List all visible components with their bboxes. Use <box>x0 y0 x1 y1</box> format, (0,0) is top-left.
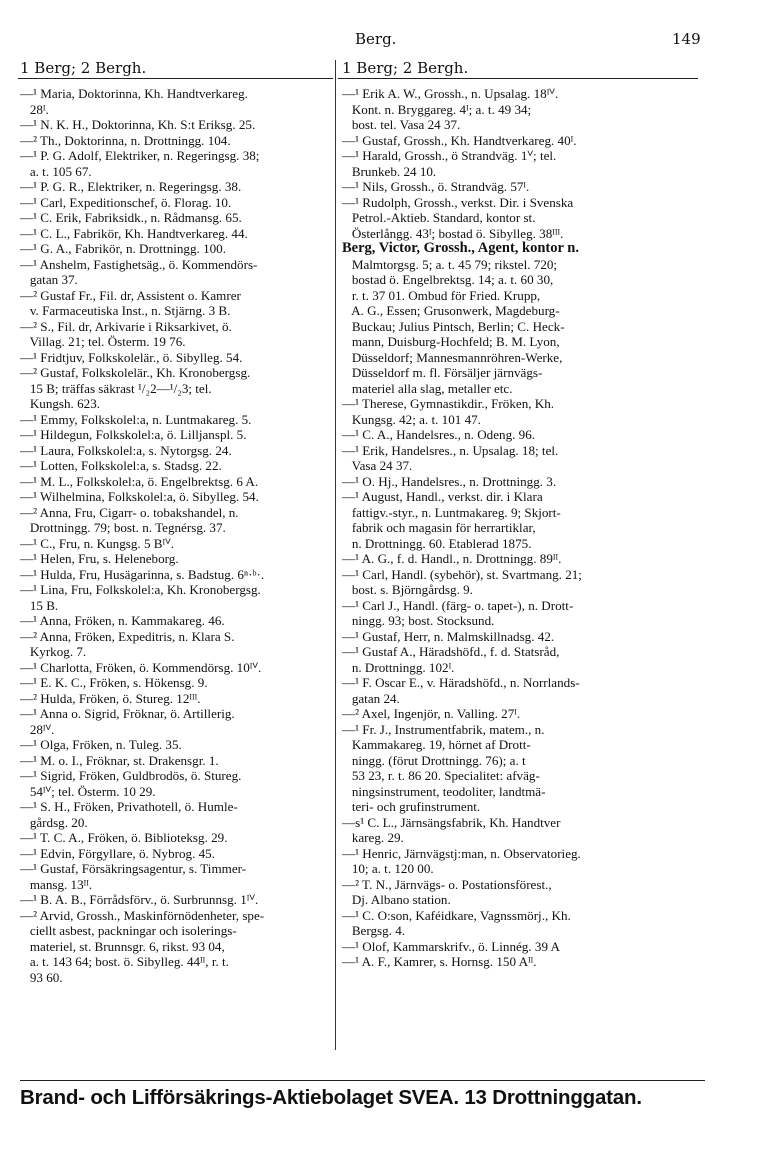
directory-entry-line: —² S., Fil. dr, Arkivarie i Riksarkivet, ö. <box>20 318 232 334</box>
directory-entry-line: —¹ Laura, Folkskolel:a, s. Nytorgsg. 24. <box>20 442 232 458</box>
directory-entry-line: ningg. 93; bost. Stocksund. <box>342 613 495 628</box>
directory-entry-line: Kont. n. Bryggareg. 4ᴵ; a. t. 49 34; <box>342 101 532 117</box>
footer-advertisement: Brand- och Lifförsäkrings-Aktiebolaget SVEA. 13 Drottninggatan. <box>20 1086 642 1109</box>
directory-entry-line: —¹ Carl, Handl. (sybehör), st. Svartmang. 21; <box>342 566 582 582</box>
directory-entry-line: —¹ C. A., Handelsres., n. Odeng. 96. <box>342 427 536 442</box>
directory-entry-line: bost. s. Björngårdsg. 9. <box>342 582 473 597</box>
directory-entry-line: —¹ Carl J., Handl. (färg- o. tapet-), n. Drott- <box>342 597 574 613</box>
directory-entry-line: —² Gustaf Fr., Fil. dr, Assistent o. Kamrer <box>20 287 241 303</box>
directory-entry-line: —¹ Rudolph, Grossh., verkst. Dir. i Svenska <box>342 194 574 210</box>
directory-entry-line: fattigv.-styr., n. Luntmakareg. 9; Skjort- <box>342 504 561 520</box>
directory-entry-line: —¹ Charlotta, Fröken, ö. Kommendörsg. 10ᴵⱽ. <box>20 659 262 675</box>
directory-entry-line: Brunkeb. 24 10. <box>342 163 437 179</box>
directory-entry-line: —¹ Erik A. W., Grossh., n. Upsalag. 18ᴵⱽ. <box>342 86 559 101</box>
directory-entry-line: —² T. N., Järnvägs- o. Postationsförest., <box>342 876 552 892</box>
directory-entry-line: Kungsh. 623. <box>20 396 101 411</box>
directory-entry-line: materiel, st. Brunnsgr. 6, rikst. 93 04, <box>20 938 225 954</box>
directory-entry-line: —¹ Helen, Fru, s. Heleneborg. <box>20 551 179 566</box>
column-divider <box>335 60 336 1050</box>
directory-entry-line: —¹ Emmy, Folkskolel:a, n. Luntmakareg. 5. <box>20 411 252 427</box>
directory-entry-line: —¹ Harald, Grossh., ö Strandväg. 1ⱽ; tel. <box>342 148 557 163</box>
directory-entry-line: A. G., Essen; Grusonwerk, Magdeburg- <box>342 303 560 318</box>
running-head: Berg. <box>355 30 397 48</box>
directory-entry-line: Kammakareg. 19, hörnet af Drott- <box>342 737 531 752</box>
right-column-heading: 1 Berg; 2 Bergh. <box>342 59 469 77</box>
directory-entry-line: 54ᴵⱽ; tel. Österm. 10 29. <box>20 783 156 799</box>
directory-entry-line: —² Gustaf, Folkskolelär., Kh. Kronobergsg. <box>20 365 251 380</box>
directory-entry-line: gatan 24. <box>342 690 400 706</box>
directory-entry-line: Düsseldorf m. fl. Försäljer järnvägs- <box>342 365 543 380</box>
directory-entry-line: —¹ Gustaf A., Häradshöfd., f. d. Statsråd, <box>342 644 560 659</box>
directory-entry-line: —¹ Wilhelmina, Folkskolel:a, ö. Sibylleg. 54. <box>20 489 259 504</box>
left-column <box>20 86 332 985</box>
directory-entry-line: —¹ Lina, Fru, Folkskolel:a, Kh. Kronobergsg. <box>20 582 261 597</box>
directory-entry-line: teri- och grufinstrument. <box>342 799 481 814</box>
directory-entry-line: —¹ Fr. J., Instrumentfabrik, matem., n. <box>342 721 545 737</box>
directory-entry-line: gårdsg. 20. <box>20 814 88 830</box>
directory-entry-line: Düsseldorf; Mannesmannröhren-Werke, <box>342 349 563 365</box>
directory-entry-line: —¹ O. Hj., Handelsres., n. Drottningg. 3. <box>342 473 557 489</box>
directory-entry-line: —¹ Nils, Grossh., ö. Strandväg. 57ᴵ. <box>342 179 530 194</box>
directory-entry-line: bost. tel. Vasa 24 37. <box>342 117 461 132</box>
directory-entry-line: —¹ Fridtjuv, Folkskolelär., ö. Sibylleg. 54. <box>20 349 243 365</box>
directory-entry-line: —¹ Anna o. Sigrid, Fröknar, ö. Artillerig. <box>20 706 235 721</box>
directory-entry-line: 28ᴵ. <box>20 101 49 117</box>
directory-entry-line: —¹ C. Erik, Fabriksidk., n. Rådmansg. 65. <box>20 210 242 225</box>
directory-entry-line: —¹ Erik, Handelsres., n. Upsalag. 18; tel. <box>342 442 559 458</box>
directory-entry-line: —¹ A. G., f. d. Handl., n. Drottningg. 89ᴵᴵ. <box>342 551 562 566</box>
footer-rule <box>20 1080 705 1081</box>
directory-entry-line: ciellt asbest, packningar och isolerings- <box>20 923 237 938</box>
directory-entry-line: a. t. 143 64; bost. ö. Sibylleg. 44ᴵᴵ, r. t. <box>20 954 229 969</box>
directory-entry-line: —¹ Carl, Expeditionschef, ö. Florag. 10. <box>20 194 232 210</box>
directory-entry-line: Kungsg. 42; a. t. 101 47. <box>342 411 481 427</box>
directory-entry-line: —¹ Hulda, Fru, Husägarinna, s. Badstug. 6ⁿ·ᵇ·. <box>20 566 265 582</box>
directory-entry-line: —¹ Gustaf, Herr, n. Malmskillnadsg. 42. <box>342 628 555 644</box>
directory-entry-line: n. Drottningg. 60. Etablerad 1875. <box>342 535 532 551</box>
directory-entry-line: r. t. 37 01. Ombud för Fried. Krupp, <box>342 287 541 303</box>
directory-entry-line: —¹ S. H., Fröken, Privathotell, ö. Humle- <box>20 799 238 814</box>
directory-entry-line: Bergsg. 4. <box>342 923 406 938</box>
directory-entry-line: —¹ Anshelm, Fastighetsäg., ö. Kommendörs- <box>20 256 258 272</box>
directory-entry-line: —¹ Sigrid, Fröken, Guldbrodös, ö. Stureg. <box>20 768 242 783</box>
directory-entry-line: —¹ Gustaf, Försäkringsagentur, s. Timmer- <box>20 861 247 876</box>
directory-entry-line: ningsinstrument, teodoliter, landtmä- <box>342 783 546 799</box>
directory-entry-line: Vasa 24 37. <box>342 458 413 473</box>
directory-entry-line: —¹ C. L., Fabrikör, Kh. Handtverkareg. 44. <box>20 225 248 241</box>
directory-entry-line: gatan 37. <box>20 272 78 287</box>
directory-entry-line: —¹ C., Fru, n. Kungsg. 5 Bᴵⱽ. <box>20 535 175 551</box>
directory-entry-line: —¹ M. o. I., Fröknar, st. Drakensgr. 1. <box>20 752 219 768</box>
directory-entry-line: —¹ Olof, Kammarskrifv., ö. Linnég. 39 A <box>342 938 560 954</box>
directory-entry-line: mann, Duisburg-Hochfeld; B. M. Lyon, <box>342 334 560 349</box>
directory-entry-line: —¹ G. A., Fabrikör, n. Drottningg. 100. <box>20 241 226 256</box>
directory-entry-line: v. Farmaceutiska Inst., n. Stjärng. 3 B. <box>20 303 231 318</box>
directory-entry-line: —¹ A. F., Kamrer, s. Hornsg. 150 Aᴵᴵ. <box>342 954 537 969</box>
directory-entry-line: —¹ August, Handl., verkst. dir. i Klara <box>342 489 543 504</box>
directory-entry-line: —¹ Lotten, Folkskolel:a, s. Stadsg. 22. <box>20 458 222 473</box>
directory-entry-line: —¹ P. G. Adolf, Elektriker, n. Regeringsg. 38; <box>20 148 260 163</box>
directory-entry-line: Petrol.-Aktieb. Standard, kontor st. <box>342 210 536 225</box>
directory-entry-line: —s¹ C. L., Järnsängsfabrik, Kh. Handtver <box>342 814 561 830</box>
directory-entry-line: —¹ N. K. H., Doktorinna, Kh. S:t Eriksg. 25. <box>20 117 256 132</box>
directory-entry-line: —¹ Henric, Järnvägstj:man, n. Observatorieg. <box>342 845 581 861</box>
directory-entry-line: —² Axel, Ingenjör, n. Valling. 27ᴵ. <box>342 706 521 721</box>
directory-entry-line: —¹ F. Oscar E., v. Häradshöfd., n. Norrlands- <box>342 675 580 690</box>
directory-entry-line: bostad ö. Engelbrektsg. 14; a. t. 60 30, <box>342 272 554 287</box>
directory-entry-line: Buckau; Julius Pintsch, Berlin; C. Heck- <box>342 318 565 334</box>
directory-entry-line: kareg. 29. <box>342 830 404 845</box>
directory-entry-line: —¹ Gustaf, Grossh., Kh. Handtverkareg. 40ᴵ. <box>342 132 577 148</box>
left-heading-rule <box>18 78 333 79</box>
directory-entry-line: —² Hulda, Fröken, ö. Stureg. 12ᴵᴵᴵ. <box>20 690 201 706</box>
directory-entry-line: Dj. Albano station. <box>342 892 451 907</box>
directory-entry-line: mansg. 13ᴵᴵ. <box>20 876 93 892</box>
directory-entry-line: —² Th., Doktorinna, n. Drottningg. 104. <box>20 132 231 148</box>
directory-entry-line: —¹ P. G. R., Elektriker, n. Regeringsg. 38. <box>20 179 242 194</box>
page-number: 149 <box>672 30 701 48</box>
directory-entry-line: —² Anna, Fröken, Expeditris, n. Klara S. <box>20 628 235 644</box>
directory-entry-line: —¹ E. K. C., Fröken, s. Hökensg. 9. <box>20 675 208 690</box>
directory-entry-line: 28ᴵⱽ. <box>20 721 55 737</box>
directory-entry-line: Villag. 21; tel. Österm. 19 76. <box>20 334 186 349</box>
directory-entry-line: ningg. (förut Drottningg. 76); a. t <box>342 752 526 768</box>
directory-entry-line: Malmtorgsg. 5; a. t. 45 79; rikstel. 720; <box>342 256 558 272</box>
directory-entry-line: 15 B; träffas säkrast ¹/₂2—¹/₂3; tel. <box>20 380 212 396</box>
directory-entry-line: Drottningg. 79; bost. n. Tegnérsg. 37. <box>20 520 226 535</box>
directory-entry-line: 93 60. <box>20 969 63 985</box>
directory-entry-line: —¹ Maria, Doktorinna, Kh. Handtverkareg. <box>20 86 248 101</box>
right-column <box>342 86 704 970</box>
directory-entry-line: Kyrkog. 7. <box>20 644 87 659</box>
directory-entry-line: Österlångg. 43ᴵ; bostad ö. Sibylleg. 38ᴵᴵᴵ. <box>342 225 564 241</box>
directory-entry-line: a. t. 105 67. <box>20 163 92 179</box>
directory-entry-line: n. Drottningg. 102ᴵ. <box>342 659 455 675</box>
directory-entry-line: materiel alla slag, metaller etc. <box>342 380 513 396</box>
directory-entry-line: —² Arvid, Grossh., Maskinförnödenheter, spe- <box>20 907 265 923</box>
directory-entry-line: —¹ B. A. B., Förrådsförv., ö. Surbrunnsg. 1ᴵⱽ. <box>20 892 259 907</box>
directory-entry-line: —¹ M. L., Folkskolel:a, ö. Engelbrektsg. 6 A. <box>20 473 259 489</box>
directory-main-entry-line: Berg, Victor, Grossh., Agent, kontor n. <box>342 241 579 256</box>
directory-entry-line: —¹ C. O:son, Kaféidkare, Vagnssmörj., Kh. <box>342 907 571 923</box>
directory-entry-line: —¹ Olga, Fröken, n. Tuleg. 35. <box>20 737 182 752</box>
directory-entry-line: —¹ T. C. A., Fröken, ö. Biblioteksg. 29. <box>20 830 228 845</box>
directory-entry-line: —¹ Therese, Gymnastikdir., Fröken, Kh. <box>342 396 555 411</box>
directory-entry-line: —² Anna, Fru, Cigarr- o. tobakshandel, n. <box>20 504 239 520</box>
left-column-heading: 1 Berg; 2 Bergh. <box>20 59 147 77</box>
directory-entry-line: fabrik och magasin för herrartiklar, <box>342 520 536 535</box>
directory-entry-line: 53 23, r. t. 86 20. Specialitet: afväg- <box>342 768 540 783</box>
directory-entry-line: 10; a. t. 120 00. <box>342 861 434 876</box>
directory-entry-line: —¹ Anna, Fröken, n. Kammakareg. 46. <box>20 613 225 628</box>
directory-entry-line: —¹ Hildegun, Folkskolel:a, ö. Lilljanspl. 5. <box>20 427 247 442</box>
right-heading-rule <box>338 78 698 79</box>
directory-entry-line: —¹ Edvin, Förgyllare, ö. Nybrog. 45. <box>20 845 215 861</box>
directory-entry-line: 15 B. <box>20 597 59 613</box>
